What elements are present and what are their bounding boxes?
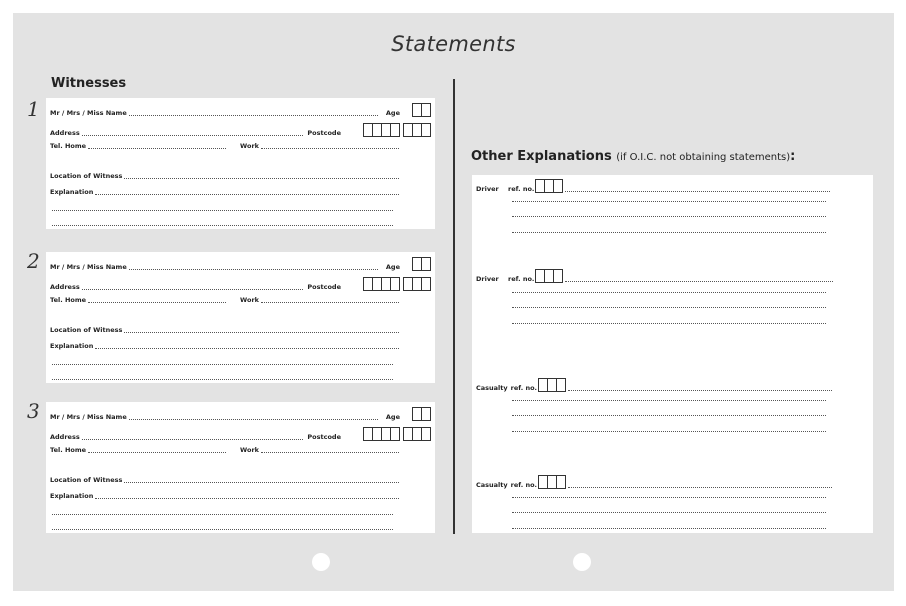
ref-boxes[interactable] [535,269,563,283]
name-row [50,103,431,117]
explanation-label: Explanation [50,492,94,500]
location-label: Location of Witness [50,476,123,484]
age-boxes[interactable] [412,407,431,421]
entry-row-casualty-2 [476,475,834,489]
postcode-boxes-b[interactable] [403,123,431,137]
entry-label: Casualty [476,481,508,489]
explanation-field[interactable] [95,342,399,349]
name-field[interactable] [129,109,378,116]
postcode-boxes-a[interactable] [363,123,400,137]
entry-line [510,317,828,325]
explanation-row [50,342,401,350]
explanation-line [50,204,395,212]
name-field[interactable] [129,263,378,270]
tel-home-field[interactable] [88,446,226,453]
tel-home-label: Tel. Home [50,142,87,150]
address-row [50,427,431,441]
ref-label: ref. no. [508,185,535,193]
address-field[interactable] [82,129,304,136]
tel-row [50,296,401,304]
location-field[interactable] [124,172,399,179]
explanation-line [50,523,395,531]
ref-label: ref. no. [510,481,538,489]
tel-home-field[interactable] [88,142,226,149]
age-boxes[interactable] [412,257,431,271]
age-boxes[interactable] [412,103,431,117]
ref-label: ref. no. [510,384,538,392]
postcode-label: Postcode [307,129,341,137]
other-heading-note: (if O.I.C. not obtaining statements) [616,152,791,163]
entry-line [510,301,828,309]
tel-home-label: Tel. Home [50,446,87,454]
address-field[interactable] [82,433,304,440]
address-field[interactable] [82,283,304,290]
work-field[interactable] [261,142,399,149]
entry-row-driver-2 [476,269,835,283]
age-label: Age [385,263,400,271]
explanation-line [50,358,395,366]
name-label: Mr / Mrs / Miss Name [50,413,127,421]
postcode-boxes-b[interactable] [403,277,431,291]
entry-line [510,286,828,294]
postcode-boxes-a[interactable] [363,427,400,441]
other-explanations-heading [471,149,795,164]
witness-number-3: 3 [27,399,40,423]
entry-line [510,522,828,530]
postcode-boxes-a[interactable] [363,277,400,291]
entry-line [510,394,828,402]
page-title: Statements [391,32,516,56]
entry-field[interactable] [565,275,833,282]
name-label: Mr / Mrs / Miss Name [50,263,127,271]
entry-line [510,409,828,417]
witness-number-1: 1 [27,97,40,121]
explanation-label: Explanation [50,188,94,196]
ref-boxes[interactable] [535,179,563,193]
ref-boxes[interactable] [538,378,566,392]
location-label: Location of Witness [50,326,123,334]
ref-label: ref. no. [508,275,535,283]
entry-row-casualty-1 [476,378,834,392]
explanation-line [50,373,395,381]
ref-boxes[interactable] [538,475,566,489]
age-label: Age [385,413,400,421]
work-label: Work [240,446,259,454]
entry-line [510,226,828,234]
postcode-label: Postcode [307,433,341,441]
tel-row [50,142,401,150]
location-row [50,476,401,484]
location-field[interactable] [124,476,399,483]
tel-home-field[interactable] [88,296,226,303]
binder-hole-icon [573,553,591,571]
entry-field[interactable] [568,384,832,391]
name-field[interactable] [129,413,378,420]
entry-line [510,425,828,433]
other-heading-text: Other Explanations [471,149,612,164]
entry-line [510,491,828,499]
work-field[interactable] [261,446,399,453]
entry-label: Casualty [476,384,508,392]
entry-field[interactable] [565,185,830,192]
other-explanations-panel [472,175,873,533]
explanation-field[interactable] [95,492,399,499]
work-label: Work [240,296,259,304]
entry-line [510,210,828,218]
entry-line [510,195,828,203]
explanation-field[interactable] [95,188,399,195]
address-row [50,123,431,137]
address-label: Address [50,129,80,137]
entry-label: Driver [476,185,499,193]
witness-panel-2 [46,252,435,383]
entry-row-driver-1 [476,179,832,193]
explanation-line [50,219,395,227]
name-label: Mr / Mrs / Miss Name [50,109,127,117]
age-label: Age [385,109,400,117]
name-row [50,407,431,421]
entry-line [510,506,828,514]
address-row [50,277,431,291]
entry-label: Driver [476,275,499,283]
postcode-label: Postcode [307,283,341,291]
location-label: Location of Witness [50,172,123,180]
address-label: Address [50,433,80,441]
binder-hole-icon [312,553,330,571]
column-divider [453,79,455,534]
other-heading-colon: : [790,149,796,164]
witness-panel-1 [46,98,435,229]
tel-home-label: Tel. Home [50,296,87,304]
witness-number-2: 2 [27,249,40,273]
location-field[interactable] [124,326,399,333]
work-field[interactable] [261,296,399,303]
form-page [13,13,894,591]
explanation-label: Explanation [50,342,94,350]
location-row [50,172,401,180]
name-row [50,257,431,271]
tel-row [50,446,401,454]
address-label: Address [50,283,80,291]
explanation-row [50,492,401,500]
entry-field[interactable] [568,481,832,488]
location-row [50,326,401,334]
explanation-row [50,188,401,196]
witnesses-heading: Witnesses [51,76,127,91]
work-label: Work [240,142,259,150]
witness-panel-3 [46,402,435,533]
explanation-line [50,508,395,516]
postcode-boxes-b[interactable] [403,427,431,441]
